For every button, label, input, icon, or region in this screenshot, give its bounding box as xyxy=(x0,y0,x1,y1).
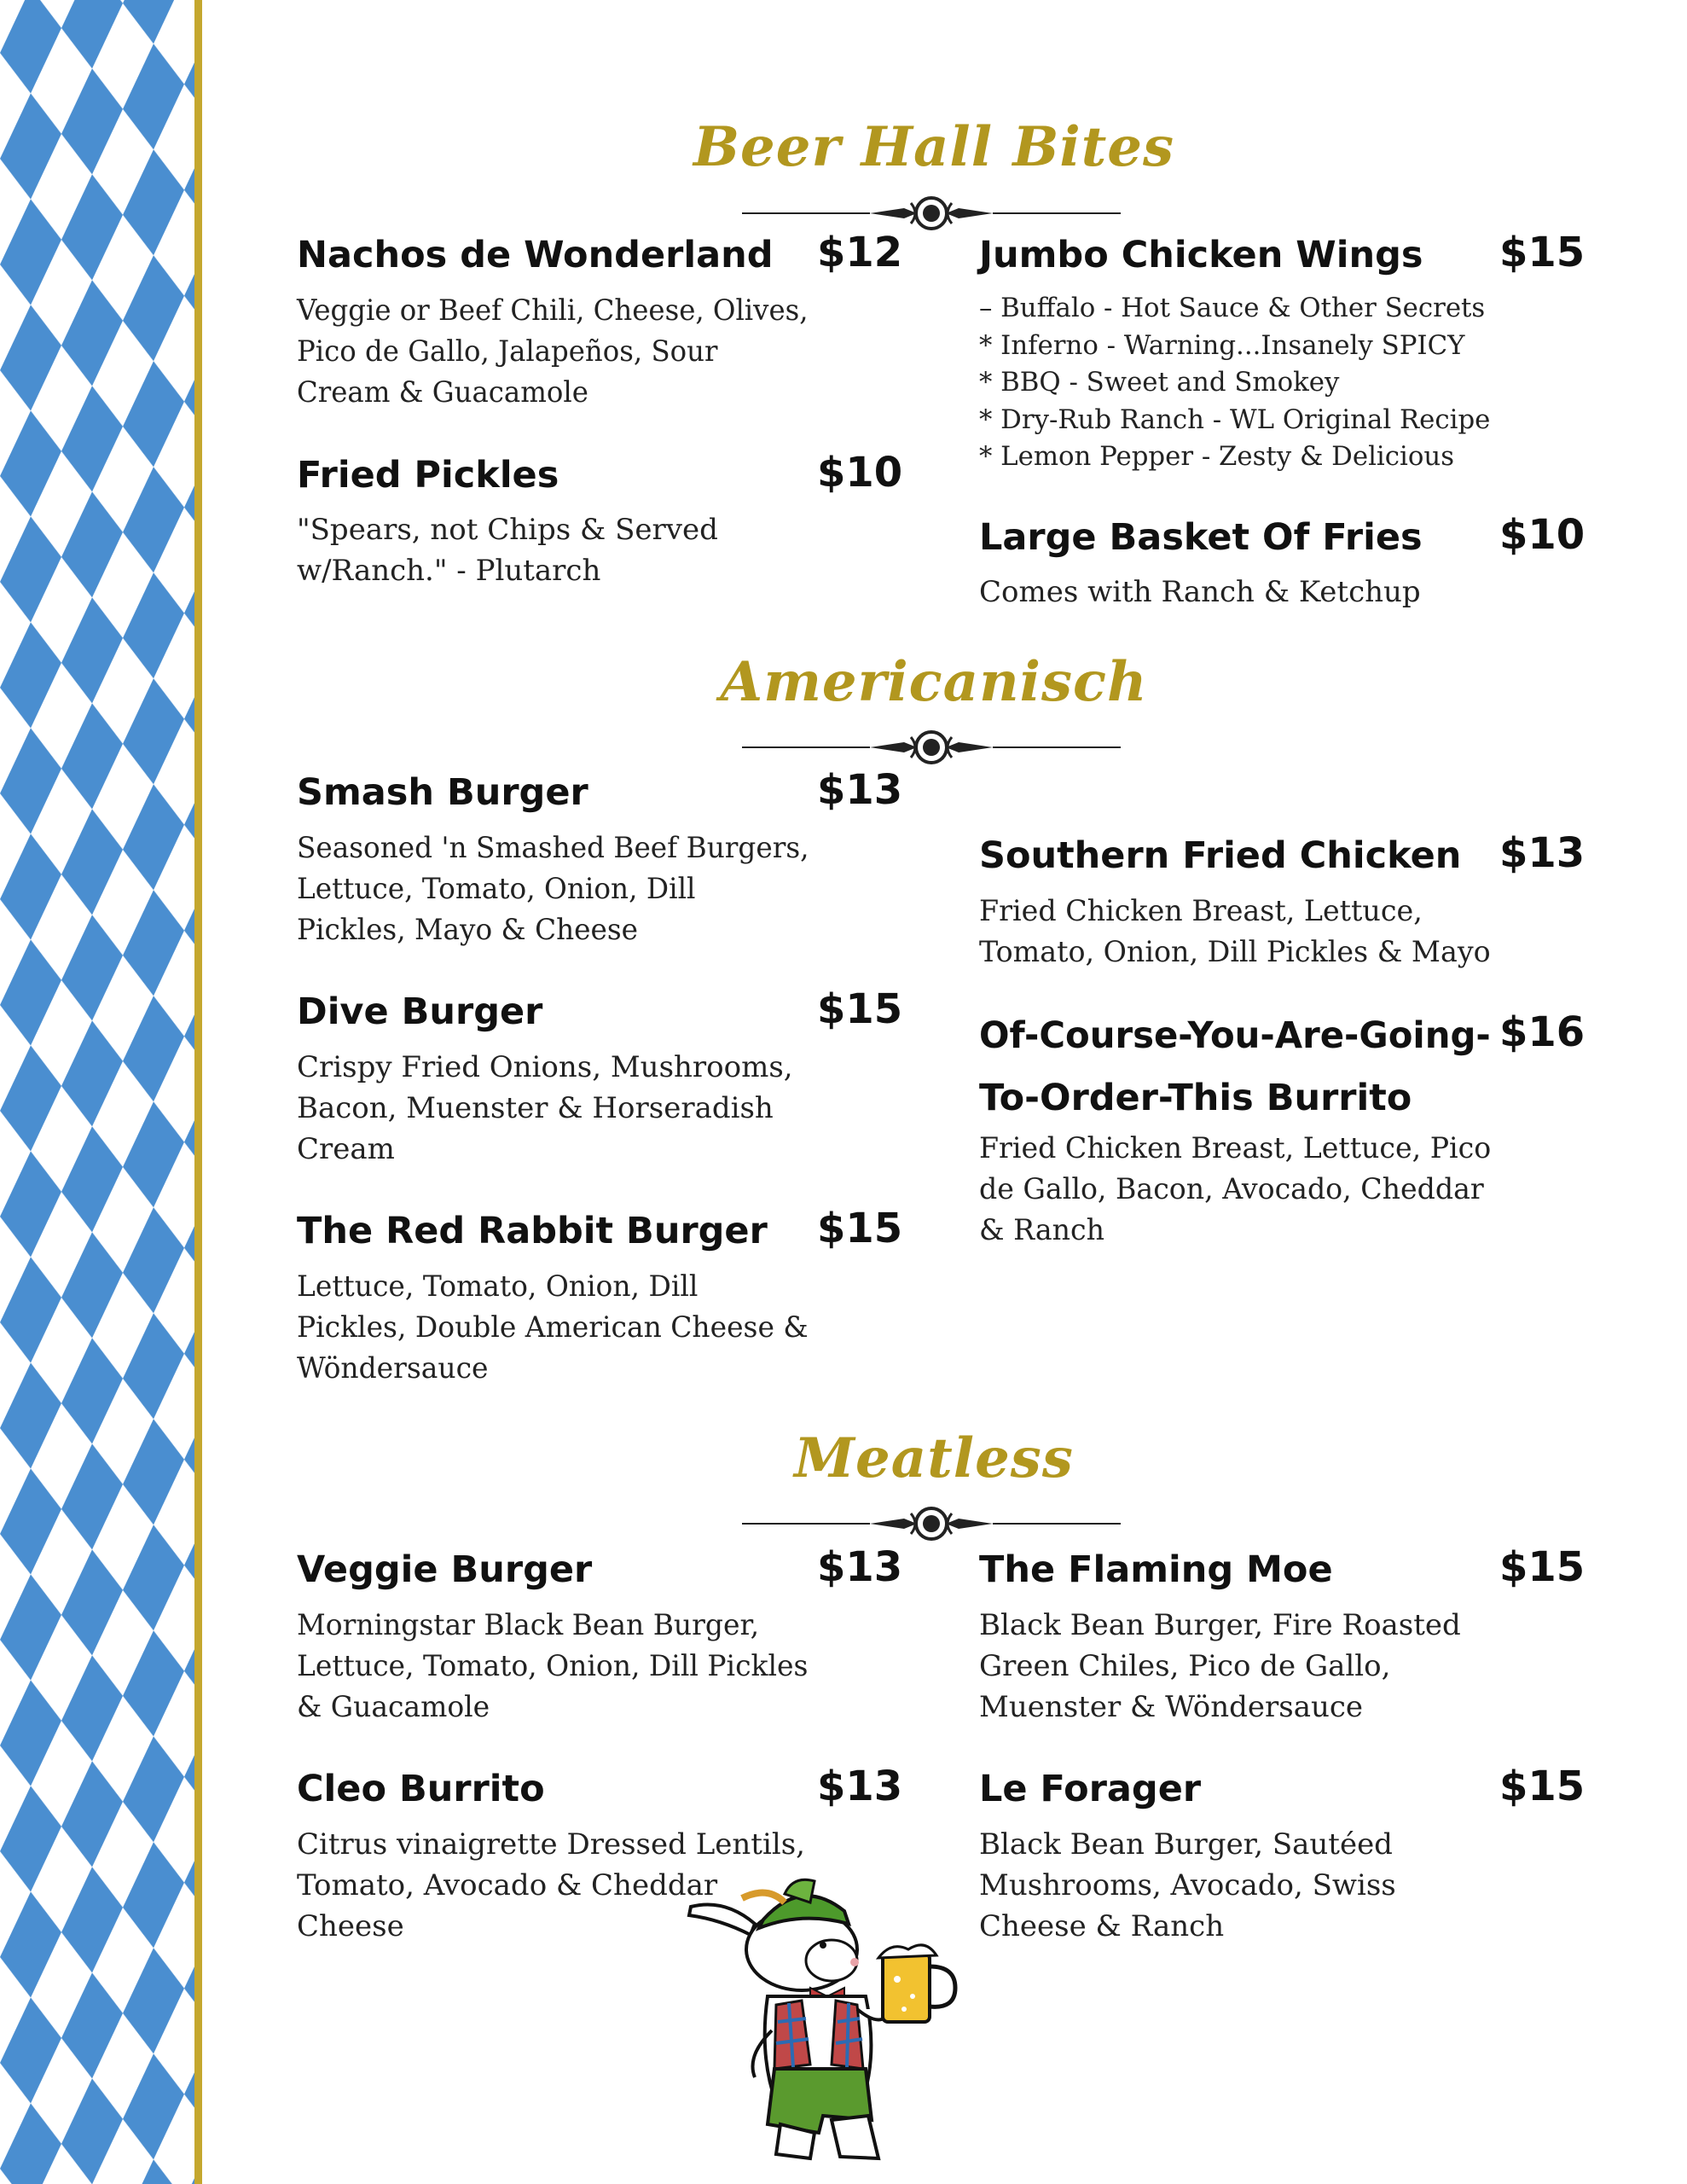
item-name-cleo-burrito: Cleo Burrito xyxy=(297,1768,545,1810)
desc-line: & Guacamole xyxy=(297,1690,490,1724)
item-price-cleo-burrito: $13 xyxy=(817,1763,903,1810)
item-name-dive-burger: Dive Burger xyxy=(297,990,543,1033)
desc-line: Muenster & Wöndersauce xyxy=(979,1690,1364,1724)
item-price-veggie-burger: $13 xyxy=(817,1543,903,1591)
desc-line: Black Bean Burger, Sautéed xyxy=(979,1827,1393,1862)
item-desc-flaming-moe xyxy=(979,1605,1461,1728)
desc-line: Cream & Guacamole xyxy=(297,375,588,410)
item-price-fries: $10 xyxy=(1499,511,1586,559)
item-name-fried-pickles: Fried Pickles xyxy=(297,454,559,497)
item-desc-smash-burger xyxy=(297,828,829,950)
gold-border-stripe xyxy=(194,0,202,2184)
wing-flavor-line: * Dry-Rub Ranch - WL Original Recipe xyxy=(979,404,1491,435)
item-desc-fried-pickles xyxy=(297,509,718,591)
item-price-flaming-moe: $15 xyxy=(1499,1543,1586,1591)
item-name-nachos: Nachos de Wonderland xyxy=(297,234,774,276)
item-price-le-forager: $15 xyxy=(1499,1763,1586,1810)
desc-line: Wöndersauce xyxy=(297,1351,489,1385)
item-desc-southern-fried-chicken xyxy=(979,891,1502,973)
item-desc-le-forager xyxy=(979,1824,1396,1947)
desc-line: Comes with Ranch & Ketchup xyxy=(979,575,1421,609)
desc-line: de Gallo, Bacon, Avocado, Cheddar xyxy=(979,1172,1484,1206)
desc-line: Seasoned 'n Smashed Beef Burgers, xyxy=(297,831,809,865)
item-name-le-forager: Le Forager xyxy=(979,1768,1202,1810)
item-price-smash-burger: $13 xyxy=(817,766,903,814)
section-title-americanisch: Americanisch xyxy=(720,650,1148,714)
desc-line: Cheese & Ranch xyxy=(979,1909,1225,1943)
item-price-red-rabbit-burger: $15 xyxy=(817,1205,903,1252)
item-name-smash-burger: Smash Burger xyxy=(297,771,588,814)
item-price-dive-burger: $15 xyxy=(817,985,903,1033)
item-price-chicken-wings: $15 xyxy=(1499,229,1586,276)
item-desc-nachos xyxy=(297,290,834,413)
section-title-meatless: Meatless xyxy=(794,1426,1074,1490)
section-title-beer-hall-bites: Beer Hall Bites xyxy=(693,115,1175,179)
desc-line: Green Chiles, Pico de Gallo, xyxy=(979,1649,1391,1683)
desc-line: Lettuce, Tomato, Onion, Dill xyxy=(297,1269,699,1304)
desc-line: Cream xyxy=(297,1132,395,1166)
desc-line: Tomato, Onion, Dill Pickles & Mayo xyxy=(979,935,1491,969)
item-price-southern-fried-chicken: $13 xyxy=(1499,829,1586,877)
wing-flavor-line: * Inferno - Warning...Insanely SPICY xyxy=(979,329,1465,361)
item-desc-chicken-wings xyxy=(979,290,1494,476)
wing-flavor-line: – Buffalo - Hot Sauce & Other Secrets xyxy=(979,293,1486,323)
item-price-fried-pickles: $10 xyxy=(817,449,903,497)
item-name-flaming-moe: The Flaming Moe xyxy=(979,1548,1333,1591)
item-name-burrito-line-2: To-Order-This Burrito xyxy=(979,1077,1412,1119)
item-name-red-rabbit-burger: The Red Rabbit Burger xyxy=(297,1210,768,1252)
desc-line: Lettuce, Tomato, Onion, Dill Pickles xyxy=(297,1649,809,1683)
item-desc-dive-burger xyxy=(297,1047,793,1170)
item-desc-veggie-burger xyxy=(297,1605,825,1728)
desc-line: w/Ranch." - Plutarch xyxy=(297,554,601,588)
desc-line: Citrus vinaigrette Dressed Lentils, xyxy=(297,1827,805,1862)
item-name-southern-fried-chicken: Southern Fried Chicken xyxy=(979,834,1462,877)
desc-line: Mushrooms, Avocado, Swiss xyxy=(979,1868,1396,1902)
item-name-veggie-burger: Veggie Burger xyxy=(297,1548,593,1591)
rabbit-beer-mascot-icon xyxy=(674,1860,964,2175)
item-price-burrito: $16 xyxy=(1499,1008,1586,1056)
desc-line: Fried Chicken Breast, Lettuce, xyxy=(979,894,1423,928)
desc-line: Pickles, Double American Cheese & xyxy=(297,1310,809,1345)
item-desc-red-rabbit-burger xyxy=(297,1266,826,1389)
item-name-chicken-wings: Jumbo Chicken Wings xyxy=(979,234,1423,276)
desc-line: & Ranch xyxy=(979,1213,1104,1247)
desc-line: Pico de Gallo, Jalapeños, Sour xyxy=(297,334,718,369)
desc-line: Tomato, Avocado & Cheddar xyxy=(297,1868,718,1902)
item-name-burrito-line-1: Of-Course-You-Are-Going- xyxy=(979,1014,1491,1057)
ornament-divider-icon xyxy=(742,725,1121,770)
bavarian-diamond-border xyxy=(0,0,194,2184)
item-name-fries: Large Basket Of Fries xyxy=(979,516,1423,559)
desc-line: Black Bean Burger, Fire Roasted xyxy=(979,1608,1461,1642)
desc-line: Fried Chicken Breast, Lettuce, Pico xyxy=(979,1131,1492,1165)
wing-flavor-line: * Lemon Pepper - Zesty & Delicious xyxy=(979,441,1454,472)
desc-line: Cheese xyxy=(297,1909,404,1943)
desc-line: "Spears, not Chips & Served xyxy=(297,513,718,547)
item-desc-burrito xyxy=(979,1128,1504,1251)
desc-line: Crispy Fried Onions, Mushrooms, xyxy=(297,1050,793,1084)
desc-line: Veggie or Beef Chili, Cheese, Olives, xyxy=(297,293,809,328)
desc-line: Pickles, Mayo & Cheese xyxy=(297,913,639,947)
item-price-nachos: $12 xyxy=(817,229,903,276)
desc-line: Bacon, Muenster & Horseradish xyxy=(297,1091,774,1125)
desc-line: Morningstar Black Bean Burger, xyxy=(297,1608,760,1642)
item-desc-fries xyxy=(979,572,1421,613)
wing-flavor-line: * BBQ - Sweet and Smokey xyxy=(979,367,1340,398)
desc-line: Lettuce, Tomato, Onion, Dill xyxy=(297,872,696,906)
